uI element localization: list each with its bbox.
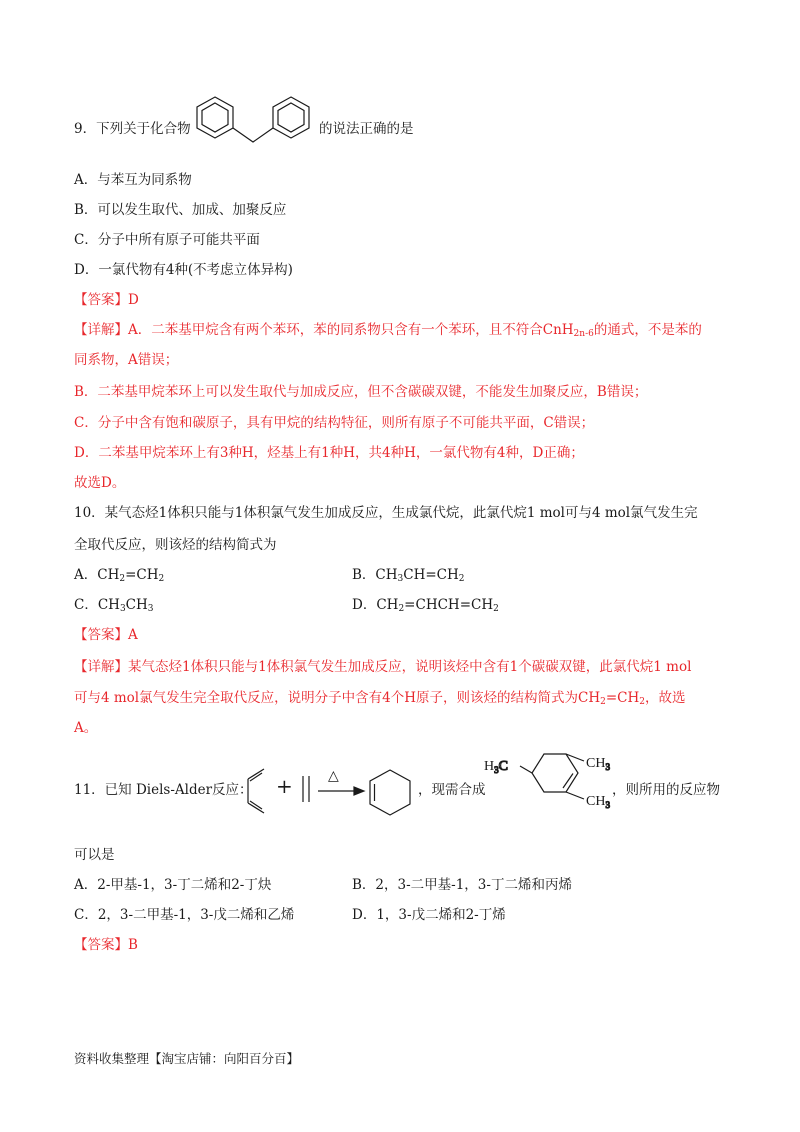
label-h3c: $H_3C$ — [484, 759, 508, 775]
q10-detail-3: A。 — [74, 720, 98, 736]
q10-stem-2: 全取代反应，则该烃的结构简式为 — [74, 537, 277, 553]
label-ch3-bottom: $CH_3$ — [586, 794, 610, 810]
reaction-arrow — [318, 786, 364, 796]
q11-option-a: A．2-甲基-1，3-丁二烯和2-丁炔 — [74, 877, 272, 893]
q9-detail-4: C．分子中含有饱和碳原子，具有甲烷的结构特征，则所有原子不可能共平面，C错误； — [74, 415, 595, 431]
q11-stem-post: ，则所用的反应物 — [612, 782, 720, 798]
heat-symbol: △ — [328, 768, 339, 784]
q11-option-b: B．2，3-二甲基-1，3-丁二烯和丙烯 — [352, 877, 572, 893]
q10-option-d: D．$CH_2=CHCH=CH_2$ — [352, 597, 499, 614]
q9-option-c: C．分子中所有原子可能共平面 — [74, 232, 260, 248]
q9-answer: 【答案】D — [74, 292, 139, 308]
q9-option-b: B．可以发生取代、加成、加聚反应 — [74, 202, 287, 218]
q9-detail-1: 【详解】A．二苯基甲烷含有两个苯环，苯的同系物只含有一个苯环，且不符合CnH$_{2n-6}$的通式，不是苯的 — [74, 322, 702, 339]
q10-option-b: B．$CH_3CH=CH_2$ — [352, 567, 465, 584]
q10-option-c: C．$CH_3CH_3$ — [74, 597, 154, 614]
plus-sign: + — [276, 774, 293, 798]
label-ch3-top: $CH_3$ — [586, 756, 610, 772]
q11-answer: 【答案】B — [74, 937, 138, 953]
q9-detail-2: 同系物，A错误； — [74, 352, 179, 368]
q11-stem-mid: ，现需合成 — [418, 782, 486, 798]
q9-detail-5: D．二苯基甲烷苯环上有3种H，烃基上有1种H，共4种H，一氯代物有4种，D正确； — [74, 445, 584, 461]
q11-option-c: C．2，3-二甲基-1，3-戊二烯和乙烯 — [74, 907, 295, 923]
q10-detail-2: 可与4 mol氯气发生完全取代反应，说明分子中含有4个H原子，则该烃的结构简式为$CH_2=CH_2$，故选 — [74, 690, 686, 707]
q9-option-d: D．一氯代物有4种(不考虑立体异构) — [74, 262, 293, 278]
q11-stem-line2: 可以是 — [74, 847, 115, 863]
ethylene-structure — [300, 774, 312, 804]
butadiene-structure — [244, 767, 268, 815]
q10-answer: 【答案】A — [74, 627, 138, 643]
diphenylmethane-structure — [195, 95, 317, 155]
q9-stem-pre: 9．下列关于化合物 — [74, 121, 191, 137]
q10-detail-1: 【详解】某气态烃1体积只能与1体积氯气发生加成反应，说明该烃中含有1个碳碳双键，此氯代烷1 mol — [74, 659, 692, 675]
q9-detail-3: B．二苯基甲烷苯环上可以发生取代与加成反应，但不含碳碳双键，不能发生加聚反应，B错误； — [74, 384, 648, 400]
q9-option-a: A．与苯互为同系物 — [74, 172, 192, 188]
q11-stem-pre: 11．已知 Diels-Alder反应： — [74, 782, 253, 798]
page-footer: 资料收集整理【淘宝店铺：向阳百分百】 — [74, 1051, 300, 1066]
q9-detail-6: 故选D。 — [74, 475, 126, 491]
cyclohexene-structure — [367, 768, 413, 818]
q10-stem-1: 10．某气态烃1体积只能与1体积氯气发生加成反应，生成氯代烷，此氯代烷1 mol可与4 mol氯气发生完 — [74, 505, 698, 521]
q9-stem-post: 的说法正确的是 — [319, 121, 414, 137]
q11-option-d: D．1，3-戊二烯和2-丁烯 — [352, 907, 506, 923]
q9-stem — [74, 119, 191, 139]
q10-option-a: A．$CH_2=CH_2$ — [74, 567, 165, 584]
trimethylcyclohexene-structure — [484, 748, 624, 818]
